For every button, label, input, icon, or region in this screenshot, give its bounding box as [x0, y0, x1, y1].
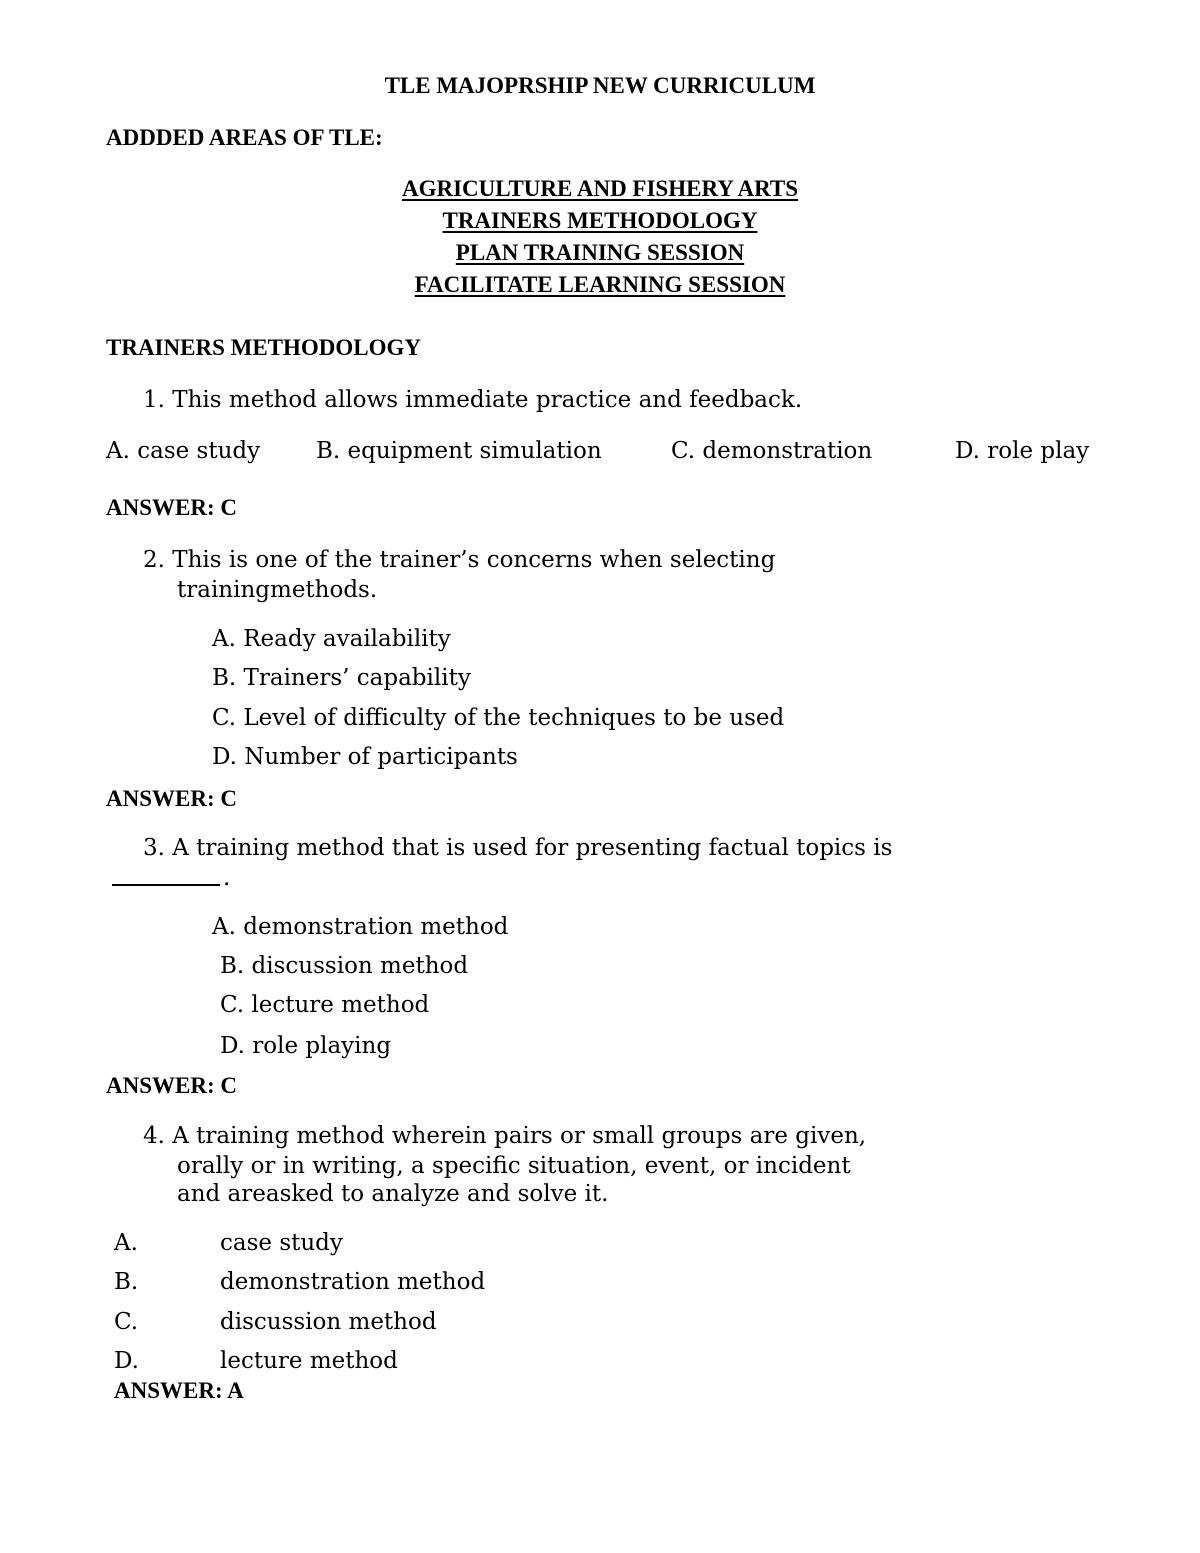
section-heading: TRAINERS METHODOLOGY — [106, 335, 422, 360]
question-4-option: demonstration method — [220, 1269, 486, 1295]
question-1-answer: ANSWER: C — [106, 495, 237, 520]
question-4-option-letter: D. — [114, 1348, 139, 1374]
question-2-stem: 2. This is one of the trainer’s concerns when selecting — [143, 547, 776, 573]
question-3-stem: 3. A training method that is used for presenting factual topics is — [143, 835, 893, 861]
question-1-stem: 1. This method allows immediate practice and feedback. — [143, 387, 803, 413]
question-4-option-letter: C. — [114, 1309, 139, 1335]
area-item: PLAN TRAINING SESSION — [455, 240, 745, 265]
area-item: FACILITATE LEARNING SESSION — [414, 272, 786, 297]
question-1-option: D. role play — [955, 438, 1090, 464]
question-2-option: B. Trainers’ capability — [212, 665, 471, 691]
question-4-answer: ANSWER: A — [114, 1378, 244, 1403]
answer-blank — [112, 884, 220, 886]
question-3-option: D. role playing — [220, 1033, 392, 1059]
question-3-option: A. demonstration method — [212, 914, 509, 940]
question-2-option: D. Number of participants — [212, 744, 518, 770]
question-3-option: C. lecture method — [220, 992, 430, 1018]
question-4-option-letter: A. — [114, 1230, 138, 1256]
question-4-option-letter: B. — [114, 1269, 139, 1295]
question-4-stem: and areasked to analyze and solve it. — [177, 1181, 609, 1207]
question-4-option: lecture method — [220, 1348, 398, 1374]
question-4-option: case study — [220, 1230, 343, 1256]
question-2-option: C. Level of difficulty of the techniques to be used — [212, 705, 785, 731]
question-2-answer: ANSWER: C — [106, 786, 237, 811]
question-1-option: B. equipment simulation — [316, 438, 602, 464]
question-1-option: C. demonstration — [671, 438, 873, 464]
added-areas-label: ADDDED AREAS OF TLE: — [106, 125, 383, 150]
question-3-answer: ANSWER: C — [106, 1073, 237, 1098]
question-4-option: discussion method — [220, 1309, 437, 1335]
area-item: TRAINERS METHODOLOGY — [442, 208, 758, 233]
document-title: TLE MAJOPRSHIP NEW CURRICULUM — [384, 73, 816, 98]
question-3-stem-end: . — [223, 865, 231, 891]
question-4-stem: 4. A training method wherein pairs or small groups are given, — [143, 1123, 867, 1149]
question-2-option: A. Ready availability — [212, 626, 451, 652]
area-item: AGRICULTURE AND FISHERY ARTS — [401, 176, 799, 201]
question-2-stem: trainingmethods. — [177, 577, 378, 603]
question-1-option: A. case study — [106, 438, 261, 464]
question-4-stem: orally or in writing, a specific situation, event, or incident — [177, 1153, 851, 1179]
question-3-option: B. discussion method — [220, 953, 469, 979]
